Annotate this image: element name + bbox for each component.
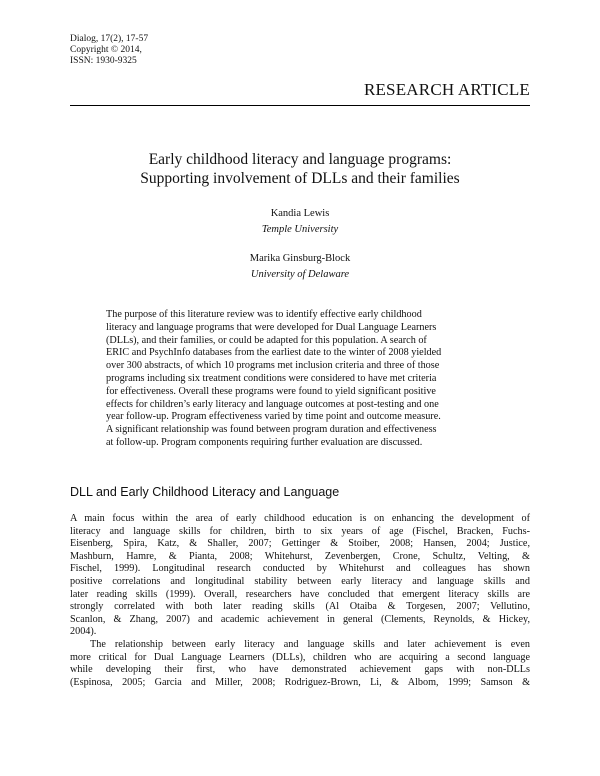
abstract-line: year follow-up. Program effectiveness varied by time point and outcome measure. xyxy=(106,411,441,423)
author-affiliation: Temple University xyxy=(261,224,339,235)
paragraph-line: literacy and language skills for children, birth to six years of age (Fischel, Bracken, Fuchs- xyxy=(70,525,530,537)
author-name: Marika Ginsburg-Block xyxy=(249,253,351,264)
abstract-line: programs including six treatment conditions were considered to have met criteria xyxy=(106,372,437,384)
article-title xyxy=(70,150,530,188)
abstract-line: for effectiveness. Overall these programs were found to yield significant positive xyxy=(106,385,436,397)
abstract-line: A significant relationship was found between program duration and effectiveness xyxy=(106,424,437,436)
paragraph-line: positive correlations and longitudinal stability between early literacy and language skills and xyxy=(70,575,530,587)
section-heading: DLL and Early Childhood Literacy and Language xyxy=(70,485,340,499)
abstract-line: The purpose of this literature review was to identify effective early childhood xyxy=(106,309,422,320)
journal-citation: Dialog, 17(2), 17-57 xyxy=(70,34,149,44)
abstract-line: at follow-up. Program components requiring further evaluation are discussed. xyxy=(106,436,423,448)
paragraph-line: Scanlon, & Zhang, 2007) and academic achievement in general (Clements, Reynolds, & Hickey, xyxy=(70,613,530,625)
abstract-line: over 300 abstracts, of which 10 programs met inclusion criteria and three of those xyxy=(106,360,440,372)
paragraph-line: later reading skills (1999). Overall, researchers have concluded that emergent literacy skills are xyxy=(70,588,530,600)
paragraph-line: The relationship between early literacy and language skills and later achievement is even xyxy=(90,638,530,650)
body-text xyxy=(70,513,530,689)
abstract xyxy=(106,309,496,450)
article-type-heading: RESEARCH ARTICLE xyxy=(70,80,530,106)
issn-line: ISSN: 1930-9325 xyxy=(70,56,137,66)
paragraph-line: 2004). xyxy=(70,626,97,638)
paragraph-line: (Espinosa, 2005; Garcia and Miller, 2008; Rodriguez-Brown, Li, & Albom, 1999; Samson & xyxy=(70,676,530,688)
abstract-line: ERIC and PsychInfo databases from the earliest date to the winter of 2008 yielded xyxy=(106,347,442,359)
copyright-line: Copyright © 2014, xyxy=(70,45,142,55)
abstract-line: literacy and language programs that were developed for Dual Language Learners xyxy=(106,321,437,333)
title-line: Supporting involvement of DLLs and their families xyxy=(140,170,460,187)
paragraph-line: Fischel, 1999). Longitudinal research conducted by Whitehurst and colleagues has shown xyxy=(70,563,530,575)
paragraph-line: more critical for Dual Language Learners (DLLs), children who are acquiring a second language xyxy=(70,651,530,663)
paragraph-line: Eisenberg, Spira, Katz, & Shaller, 2007; Gettinger & Stoiber, 2008; Hansen, 2004; Justice, xyxy=(70,538,530,550)
paragraph-line: while developing their first, who have demonstrated achievement gaps with non-DLLs xyxy=(70,664,530,676)
author-name: Kandia Lewis xyxy=(270,208,330,219)
journal-meta xyxy=(70,34,148,67)
abstract-line: effects for children’s early literacy and language outcomes at post-testing and one xyxy=(106,398,439,410)
abstract-line: (DLLs), and their families, or could be adapted for this population. A search of xyxy=(106,334,427,346)
paragraph-line: strongly correlated with both later reading skills (Al Otaiba & Torgesen, 2007; Vellutino, xyxy=(70,601,530,613)
paragraph-line: Mashburn, Hamre, & Pianta, 2008; Whitehurst, Zevenbergen, Crone, Schultz, Velting, & xyxy=(70,550,530,562)
paragraph-line: A main focus within the area of early childhood education is on enhancing the development of xyxy=(70,513,530,524)
title-line: Early childhood literacy and language programs: xyxy=(148,151,452,168)
author-affiliation: University of Delaware xyxy=(250,269,350,280)
